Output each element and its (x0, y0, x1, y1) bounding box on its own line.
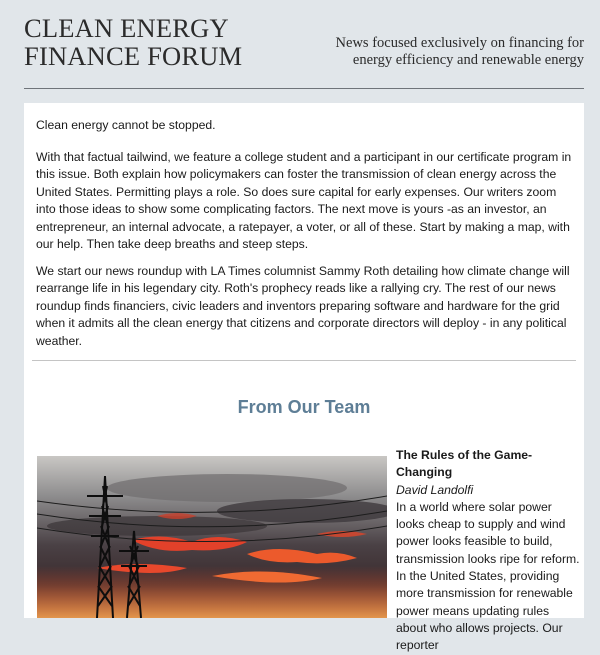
tagline (324, 35, 584, 69)
transmission-tower-sunset-image (37, 456, 387, 618)
section-divider (32, 360, 576, 361)
brand-line-1: CLEAN ENERGY (24, 13, 229, 43)
article-title-link[interactable]: The Rules of the Game-Changing (396, 448, 533, 480)
intro-section (24, 103, 584, 350)
section-heading: From Our Team (237, 397, 371, 417)
article-photo[interactable] (37, 456, 387, 618)
newsletter-header (0, 0, 600, 101)
article-summary (396, 447, 580, 655)
tagline-line-1: News focused exclusively on financing for (335, 35, 584, 51)
tagline-line-2: energy efficiency and renewable energy (352, 52, 584, 68)
article-author: David Landolfi (396, 482, 474, 497)
brand-logo[interactable] (24, 14, 242, 70)
content-card (24, 103, 584, 653)
intro-paragraph-3: We start our news roundup with LA Times columnist Sammy Roth detailing how climate change will rearrange life in his legendary city. Roth's prophecy reads like a rallying cry. The rest of our news roundup finds financiers, civic leaders and inventors preparing software and hardware for the grid when it admits all the clean energy that citizens and corporate directors will deploy - in any political weather. (36, 263, 570, 348)
intro-lead: Clean energy cannot be stopped. (36, 118, 216, 132)
header-divider (24, 88, 584, 89)
article-excerpt: In a world where solar power looks cheap to supply and wind power looks feasible to build, transmission looks ripe for reform. In the United States, providing more transmission for renewable power means updating rules about who allows projects. Our reporter (396, 499, 580, 653)
intro-paragraph-2: With that factual tailwind, we feature a college student and a participant in our certificate program in this issue. Both explain how policymakers can foster the transmission of clean energy across the United States. Permitting plays a role. So does sure capital for early expenses. Our writers zoom into those ideas to show some complicating factors. The next move is yours -as an investor, an entrepreneur, an internal advocate, a ratepayer, a voter, or all of these. Start by making a map, with our help. Then take deep breaths and steep steps. (36, 149, 572, 251)
brand-line-2: FINANCE FORUM (24, 41, 243, 71)
